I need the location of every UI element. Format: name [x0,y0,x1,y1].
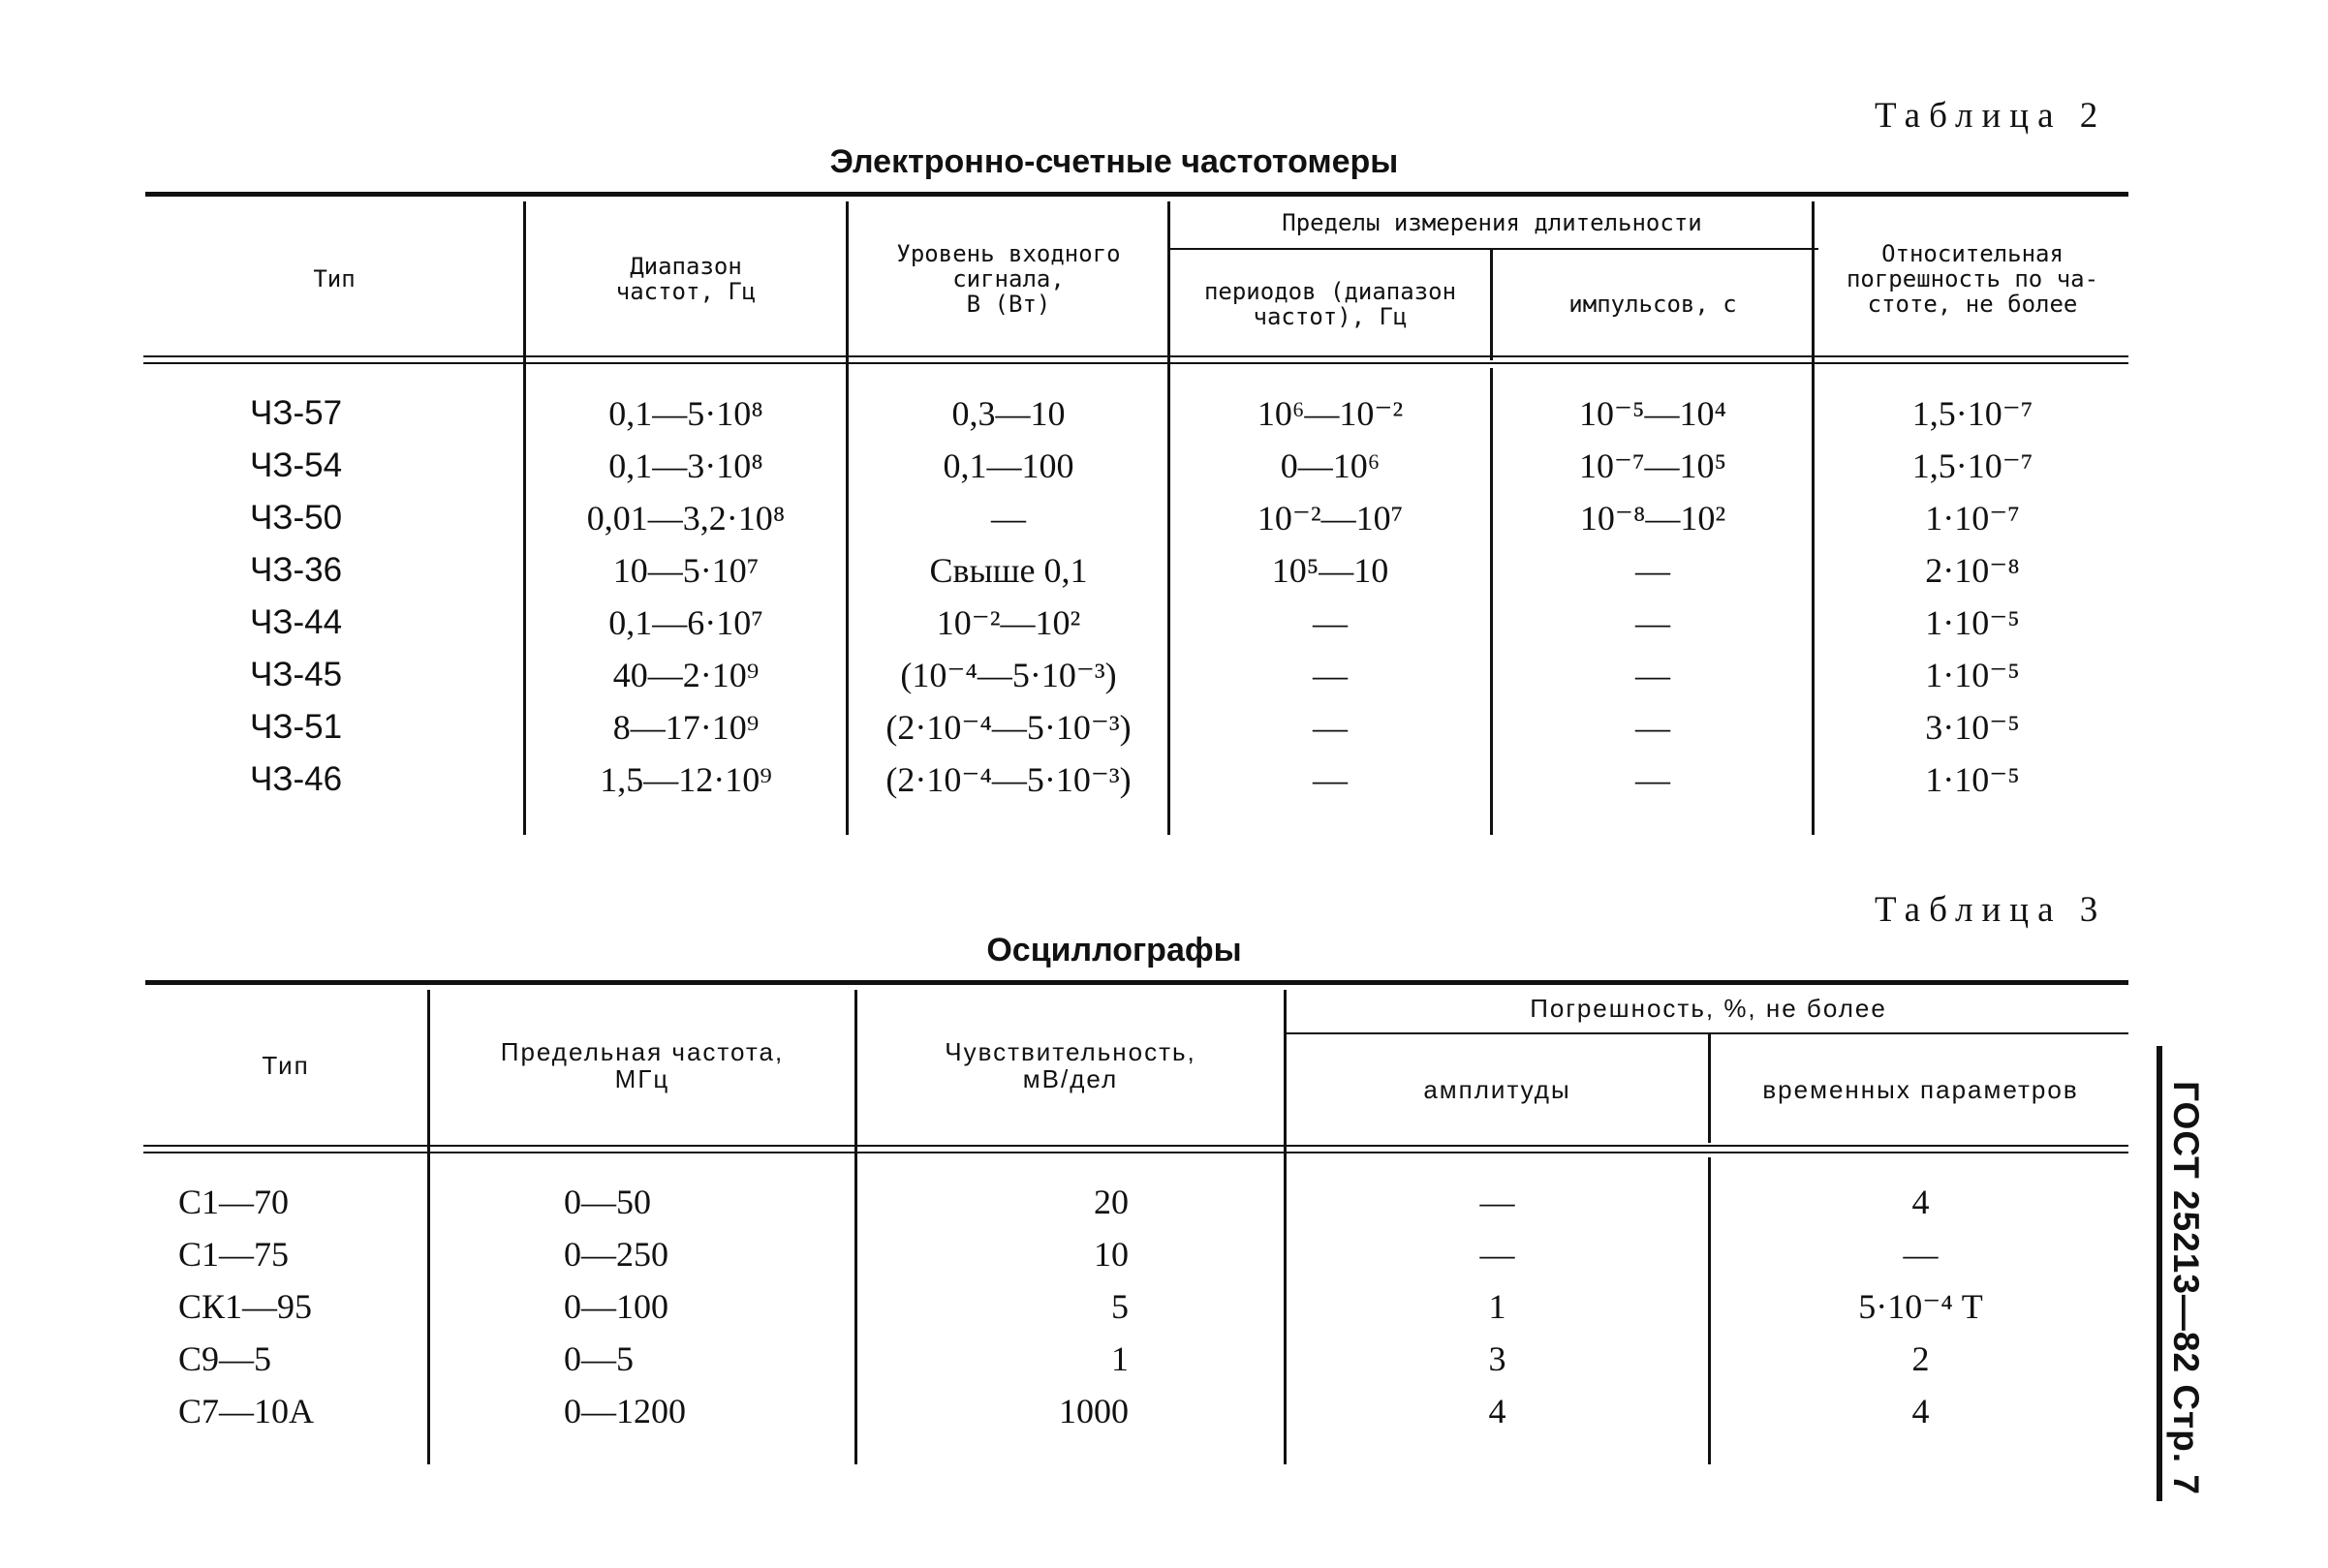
table2-caption: Таблица 2 [1875,96,2107,136]
periods-cell: 10⁶—10⁻² [1257,394,1404,433]
table3-header-sensitivity: Чувствительность, мВ/дел [945,1037,1196,1093]
time-params-cell: 4 [1911,1392,1930,1430]
table2-head-rule-2 [143,362,2128,364]
pulses-cell: 10⁻⁸—10² [1579,499,1726,538]
table2-header-pulses: импульсов, с [1568,290,1737,318]
rel-error-cell: 1,5·10⁻⁷ [1911,394,2033,433]
table3-head-rule-2 [143,1152,2128,1153]
input-level-cell: 0,3—10 [951,394,1066,433]
freq-range-cell: 1,5—12·10⁹ [600,760,772,799]
table3-header-amplitude: амплитуды [1423,1075,1571,1104]
amplitude-cell: 1 [1488,1287,1506,1326]
input-level-cell: (2·10⁻⁴—5·10⁻³) [885,708,1132,747]
max-freq-cell: 0—1200 [564,1392,686,1430]
freq-range-cell: 40—2·10⁹ [612,656,760,694]
sensitivity-cell: 1000 [1059,1392,1129,1430]
table3-col-rule [1708,1034,1711,1143]
table3-col-rule [1708,1157,1711,1464]
rel-error-cell: 1·10⁻⁵ [1925,656,2020,694]
rel-error-cell: 1,5·10⁻⁷ [1911,446,2033,485]
max-freq-cell: 0—250 [564,1235,668,1274]
type-cell: ЧЗ-44 [250,603,343,641]
time-params-cell: 2 [1911,1339,1930,1378]
table3-col-rule [854,990,857,1464]
amplitude-cell: 3 [1488,1339,1506,1378]
type-cell: ЧЗ-54 [250,446,343,484]
periods-cell: 10⁻²—10⁷ [1257,499,1404,538]
table2-col-rule [846,201,849,835]
freq-range-cell: 10—5·10⁷ [612,551,760,590]
amplitude-cell: — [1479,1235,1515,1274]
periods-cell: — [1313,760,1348,799]
time-params-cell: — [1903,1235,1939,1274]
sensitivity-cell: 20 [1094,1183,1129,1221]
type-cell: ЧЗ-50 [250,499,343,537]
table2-top-rule [145,192,2128,197]
table3-top-rule [145,980,2128,985]
periods-cell: — [1313,708,1348,747]
max-freq-cell: 0—50 [564,1183,651,1221]
rel-error-cell: 1·10⁻⁵ [1925,760,2020,799]
input-level-cell: 0,1—100 [943,446,1074,485]
gost-page-label-text: ГОСТ 25213—82 Стр. 7 [2166,1081,2207,1495]
table3-caption: Таблица 3 [1875,890,2107,930]
table2-col-rule [1167,201,1170,835]
input-level-cell: Свыше 0,1 [929,551,1088,590]
amplitude-cell: — [1479,1183,1515,1221]
table2-group-rule [1169,248,1818,250]
pulses-cell: — [1635,551,1670,590]
table2-col-rule [1490,368,1493,835]
gost-page-label [2164,1075,2207,1501]
pulses-cell: 10⁻⁷—10⁵ [1578,446,1727,485]
freq-range-cell: 8—17·10⁹ [612,708,760,747]
type-cell: СК1—95 [178,1287,313,1326]
type-cell: С9—5 [178,1339,272,1378]
table2-col-rule [1490,250,1493,360]
table2-title: Электронно-счетные частотомеры [829,143,1399,180]
type-cell: ЧЗ-51 [250,708,343,746]
max-freq-cell: 0—100 [564,1287,668,1326]
rel-error-cell: 3·10⁻⁵ [1925,708,2020,747]
periods-cell: 0—10⁶ [1280,446,1381,485]
input-level-cell: — [991,499,1026,538]
pulses-cell: — [1635,760,1670,799]
table3-col-rule [427,990,430,1464]
pulses-cell: 10⁻⁵—10⁴ [1578,394,1727,433]
table2-head-rule-1 [143,355,2128,357]
input-level-cell: 10⁻²—10² [936,603,1081,642]
rel-error-cell: 2·10⁻⁸ [1925,551,2020,590]
pulses-cell: — [1635,708,1670,747]
table2-header-limits-group: Пределы измерения длительности [1282,209,1702,236]
type-cell: С7—10А [178,1392,315,1430]
time-params-cell: 5·10⁻⁴ Т [1858,1287,1983,1326]
type-cell: ЧЗ-36 [250,551,343,589]
max-freq-cell: 0—5 [564,1339,634,1378]
type-cell: С1—70 [178,1183,290,1221]
table3-title: Осциллографы [986,932,1242,968]
pulses-cell: — [1635,656,1670,694]
time-params-cell: 4 [1911,1183,1930,1221]
table2-header-type: Тип [313,264,356,292]
table3-header-max-freq: Предельная частота, МГц [500,1037,785,1093]
amplitude-cell: 4 [1488,1392,1506,1430]
freq-range-cell: 0,1—3·10⁸ [608,446,763,485]
freq-range-cell: 0,1—5·10⁸ [608,394,763,433]
freq-range-cell: 0,1—6·10⁷ [608,603,763,642]
type-cell: ЧЗ-45 [250,656,343,693]
side-rule [2157,1046,2162,1501]
sensitivity-cell: 5 [1111,1287,1129,1326]
pulses-cell: — [1635,603,1670,642]
sensitivity-cell: 10 [1094,1235,1129,1274]
table2-header-periods: периодов (диапазон частот), Гц [1203,277,1457,330]
type-cell: ЧЗ-46 [250,760,343,798]
table3-col-rule [1284,990,1287,1464]
table3-header-type: Тип [262,1051,310,1080]
input-level-cell: (10⁻⁴—5·10⁻³) [900,656,1117,694]
table2-col-rule [1812,201,1815,835]
rel-error-cell: 1·10⁻⁵ [1925,603,2020,642]
table3-header-time-params: временных параметров [1762,1075,2079,1104]
rel-error-cell: 1·10⁻⁷ [1925,499,2020,538]
table2-header-freq-range: Диапазон частот, Гц [615,252,757,305]
sensitivity-cell: 1 [1111,1339,1129,1378]
table3-head-rule-1 [143,1145,2128,1147]
type-cell: С1—75 [178,1235,290,1274]
input-level-cell: (2·10⁻⁴—5·10⁻³) [885,760,1132,799]
periods-cell: — [1313,603,1348,642]
table3-header-error-group: Погрешность, %, не более [1530,994,1887,1023]
table2-header-input-level: Уровень входного сигнала, В (Вт) [896,239,1121,318]
type-cell: ЧЗ-57 [250,394,343,432]
freq-range-cell: 0,01—3,2·10⁸ [586,499,786,538]
table2-col-rule [523,201,526,835]
periods-cell: — [1313,656,1348,694]
periods-cell: 10⁵—10 [1271,551,1389,590]
table2-header-rel-error: Относительная погрешность по ча- стоте, не более [1846,239,2099,318]
